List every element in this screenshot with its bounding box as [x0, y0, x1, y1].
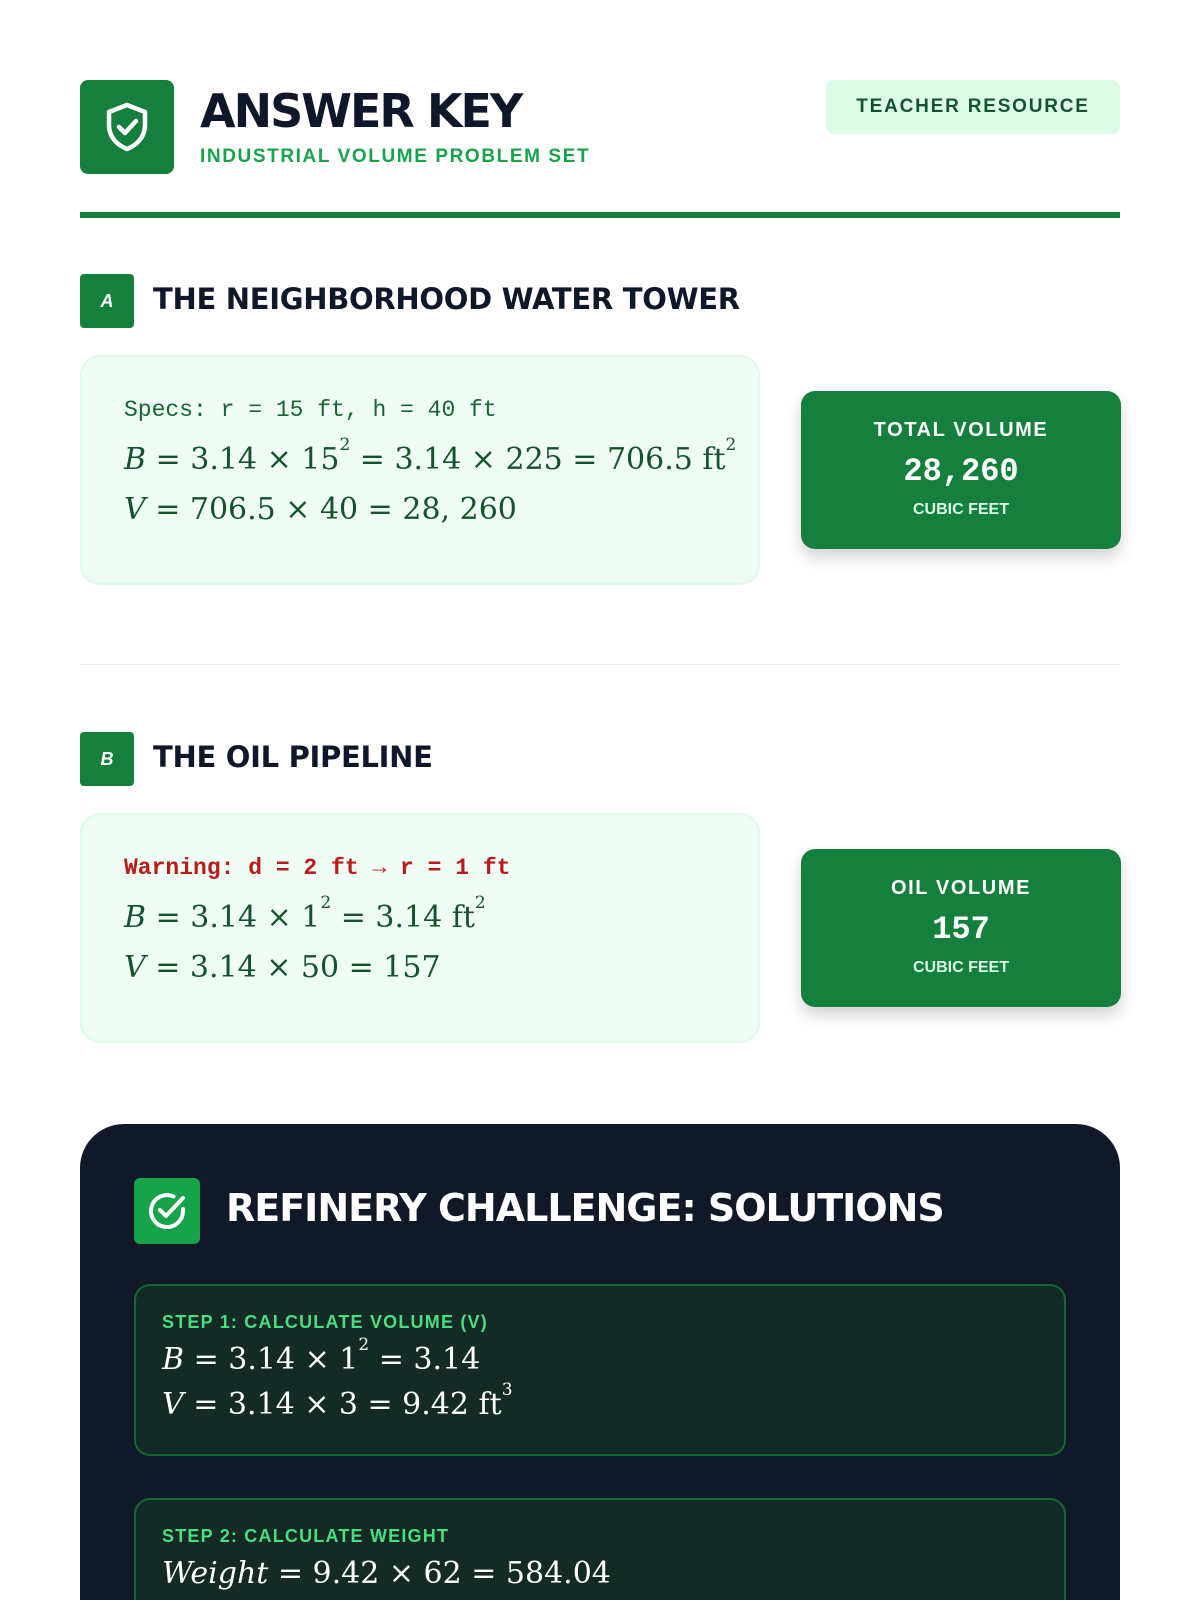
formula-rest: = 3.14: [369, 1342, 481, 1377]
formula-expr: = 3.14 × 50 = 157: [145, 949, 441, 985]
page-header: [80, 80, 1120, 220]
header-rule: [80, 212, 1120, 218]
formula-exponent: 3: [501, 1380, 513, 1400]
step-1-volume-formula: [162, 1382, 1038, 1427]
formula-var: B: [162, 1342, 185, 1377]
section-a-specs: Specs: r = 15 ft, h = 40 ft: [124, 397, 497, 423]
formula-exponent: 2: [358, 1335, 370, 1355]
teacher-resource-badge: TEACHER RESOURCE: [826, 80, 1120, 134]
answer-key-page: [80, 0, 1120, 1600]
section-b-header: [80, 732, 1120, 786]
step-1-card: [134, 1284, 1066, 1456]
formula-expr: = 706.5 × 40 = 28, 260: [145, 491, 517, 527]
result-value: 28,260: [903, 453, 1019, 490]
formula-exponent: 2: [339, 435, 351, 455]
formula-expr: = 3.14 × 1: [146, 900, 321, 935]
section-a-letter: A: [80, 274, 134, 328]
refinery-challenge-panel: [80, 1124, 1120, 1600]
check-badge: [134, 1178, 200, 1244]
formula-exponent: 2: [474, 893, 486, 913]
section-b-work: [80, 813, 760, 1043]
formula-rest: = 3.14 × 225 = 706.5 ft: [350, 442, 726, 477]
step-1-base-formula: [162, 1337, 1038, 1382]
section-b-title: THE OIL PIPELINE: [153, 740, 433, 774]
step-2-label: STEP 2: CALCULATE WEIGHT: [162, 1526, 450, 1546]
shield-check-icon: [104, 102, 150, 152]
section-a-base-formula: [124, 435, 737, 485]
formula-var: V: [124, 491, 146, 527]
formula-expr: = 3.14 × 15: [146, 442, 340, 477]
section-divider: [80, 664, 1120, 665]
section-b-result-card: [801, 849, 1121, 1007]
step-1-label: STEP 1: CALCULATE VOLUME (V): [162, 1312, 488, 1332]
formula-var: V: [162, 1387, 184, 1422]
formula-exponent: 2: [725, 435, 737, 455]
section-a-work: [80, 355, 760, 585]
result-value: 157: [932, 911, 990, 948]
result-label: TOTAL VOLUME: [873, 419, 1049, 441]
section-b-base-formula: [124, 893, 716, 943]
challenge-title: REFINERY CHALLENGE: SOLUTIONS: [226, 1186, 944, 1230]
section-b-volume-formula: [124, 943, 716, 993]
section-a-result-card: [801, 391, 1121, 549]
formula-expr: = 3.14 × 1: [184, 1342, 359, 1377]
formula-expr: = 9.42 × 62 = 584.04: [268, 1556, 611, 1591]
formula-exponent: 2: [320, 893, 332, 913]
formula-expr: = 3.14 × 3 = 9.42 ft: [183, 1387, 502, 1422]
result-unit: CUBIC FEET: [913, 501, 1009, 518]
section-a-title: THE NEIGHBORHOOD WATER TOWER: [153, 282, 740, 316]
formula-var: B: [124, 442, 147, 477]
page-title: ANSWER KEY: [200, 84, 522, 138]
formula-var: V: [124, 949, 146, 985]
formula-var: Weight: [162, 1556, 269, 1591]
formula-rest: = 3.14 ft: [331, 900, 475, 935]
result-unit: CUBIC FEET: [913, 959, 1009, 976]
section-b-warning: Warning: d = 2 ft → r = 1 ft: [124, 855, 511, 881]
section-a-volume-formula: [124, 485, 716, 535]
formula-var: B: [124, 900, 147, 935]
check-circle-icon: [146, 1190, 188, 1232]
step-2-weight-formula: [162, 1551, 1038, 1596]
section-b-letter: B: [80, 732, 134, 786]
section-a-header: [80, 274, 1120, 328]
step-2-card: [134, 1498, 1066, 1600]
page-subtitle: INDUSTRIAL VOLUME PROBLEM SET: [200, 146, 591, 167]
result-label: OIL VOLUME: [890, 877, 1032, 899]
logo: [80, 80, 174, 174]
